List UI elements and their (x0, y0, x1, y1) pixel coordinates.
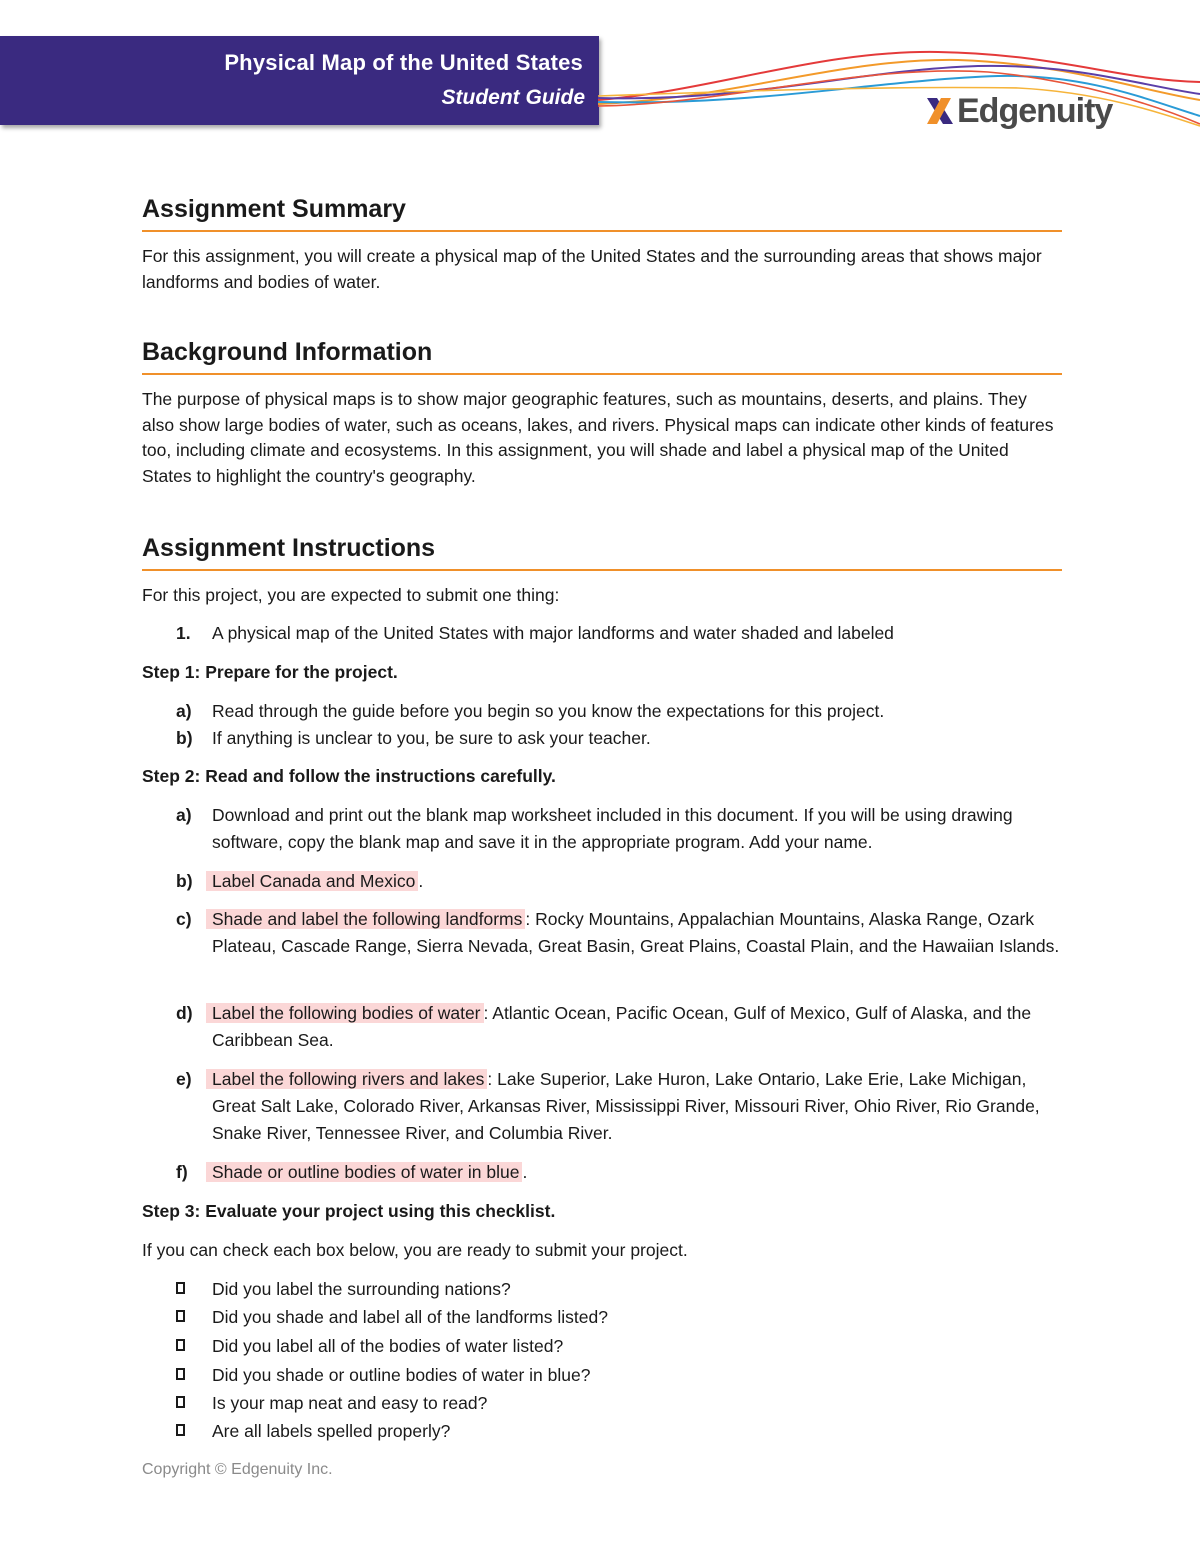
document-title: Physical Map of the United States (224, 50, 583, 75)
checklist-text: Did you label all of the bodies of water listed? (212, 1336, 564, 1356)
step3-title: Step 3: Evaluate your project using this checklist. (142, 1201, 556, 1221)
background-heading: Background Information (142, 337, 1062, 375)
highlighted-instruction: Shade and label the following landforms (206, 909, 525, 929)
instruction-detail: : Lake Superior, Lake Huron, Lake Ontario, Lake Erie, Lake Michigan, Great Salt Lake, Colorado River, Arkansas River, Mississippi River, Missouri River, Ohio River, Rio Grande, Snake River, Tennessee River, and Columbia River. (212, 1069, 1040, 1143)
header-banner (0, 36, 599, 125)
step1-item-text: If anything is unclear to you, be sure to ask your teacher. (212, 728, 651, 748)
background-section (142, 337, 1062, 489)
step3-intro: If you can check each box below, you are ready to submit your project. (142, 1240, 688, 1260)
checklist-text: Did you shade or outline bodies of water in blue? (212, 1365, 591, 1385)
checkbox[interactable] (176, 1339, 185, 1351)
highlighted-instruction: Label the following bodies of water (206, 1003, 484, 1023)
step2-item-text (212, 906, 1072, 960)
highlighted-instruction: Label Canada and Mexico (206, 871, 418, 891)
step2-item-marker: f) (176, 1162, 188, 1182)
step2-item-text (212, 1000, 1072, 1054)
step2-item-marker: e) (176, 1069, 192, 1089)
step2-item-text (212, 1159, 1072, 1186)
deliverable-marker: 1. (176, 623, 191, 643)
checkbox[interactable] (176, 1282, 185, 1294)
step2-item-marker: d) (176, 1003, 193, 1023)
step1-title: Step 1: Prepare for the project. (142, 662, 398, 682)
checkbox[interactable] (176, 1368, 185, 1380)
deliverable-text: A physical map of the United States with major landforms and water shaded and labeled (212, 623, 894, 643)
checkbox[interactable] (176, 1396, 185, 1408)
highlighted-instruction: Shade or outline bodies of water in blue (206, 1162, 522, 1182)
checklist-text: Are all labels spelled properly? (212, 1421, 451, 1441)
background-text: The purpose of physical maps is to show major geographic features, such as mountains, deserts, and plains. They also show large bodies of water, such as oceans, lakes, and rivers. Physical maps can indicate other kinds of features too, including climate and ecosystems. In this assignment, you will shade and label a physical map of the United States to highlight the country's geography. (142, 389, 1054, 486)
step2-item-text: Download and print out the blank map worksheet included in this document. If you will be using drawing software, copy the blank map and save it in the appropriate program. Add your name. (212, 805, 1013, 852)
instructions-heading: Assignment Instructions (142, 533, 1062, 571)
instruction-detail: . (418, 871, 424, 891)
instructions-section (142, 533, 1062, 571)
summary-heading: Assignment Summary (142, 194, 1062, 232)
checklist-text: Did you shade and label all of the landforms listed? (212, 1307, 608, 1327)
instructions-intro: For this project, you are expected to submit one thing: (142, 585, 560, 605)
checkbox[interactable] (176, 1310, 185, 1322)
step2-item-marker: c) (176, 909, 192, 929)
instruction-detail: : Rocky Mountains, Appalachian Mountains, Alaska Range, Ozark Plateau, Cascade Range, Sierra Nevada, Great Basin, Great Plains, Coastal Plain, and the Hawaiian Islands. (212, 909, 1060, 956)
step2-title: Step 2: Read and follow the instructions carefully. (142, 766, 556, 786)
instruction-detail: : Atlantic Ocean, Pacific Ocean, Gulf of Mexico, Gulf of Alaska, and the Caribbean Sea. (212, 1003, 1032, 1050)
checklist-text: Did you label the surrounding nations? (212, 1279, 511, 1299)
checkbox[interactable] (176, 1424, 185, 1436)
instruction-detail: . (522, 1162, 528, 1182)
step2-item-marker: b) (176, 871, 193, 891)
step1-item-marker: b) (176, 728, 193, 748)
step1-item-text: Read through the guide before you begin so you know the expectations for this project. (212, 701, 885, 721)
step2-item-marker: a) (176, 805, 192, 825)
step2-item-text (212, 868, 1072, 895)
edgenuity-x-icon (925, 95, 955, 127)
summary-section (142, 194, 1062, 295)
logo-text: Edgenuity (957, 92, 1113, 130)
edgenuity-logo (925, 93, 1112, 129)
checklist-text: Is your map neat and easy to read? (212, 1393, 488, 1413)
document-subtitle: Student Guide (441, 86, 585, 109)
step2-item-text (212, 1066, 1072, 1147)
step1-item-marker: a) (176, 701, 192, 721)
summary-text: For this assignment, you will create a physical map of the United States and the surrounding areas that shows major landforms and bodies of water. (142, 246, 1042, 292)
copyright-footer: Copyright © Edgenuity Inc. (142, 1461, 333, 1478)
highlighted-instruction: Label the following rivers and lakes (206, 1069, 487, 1089)
